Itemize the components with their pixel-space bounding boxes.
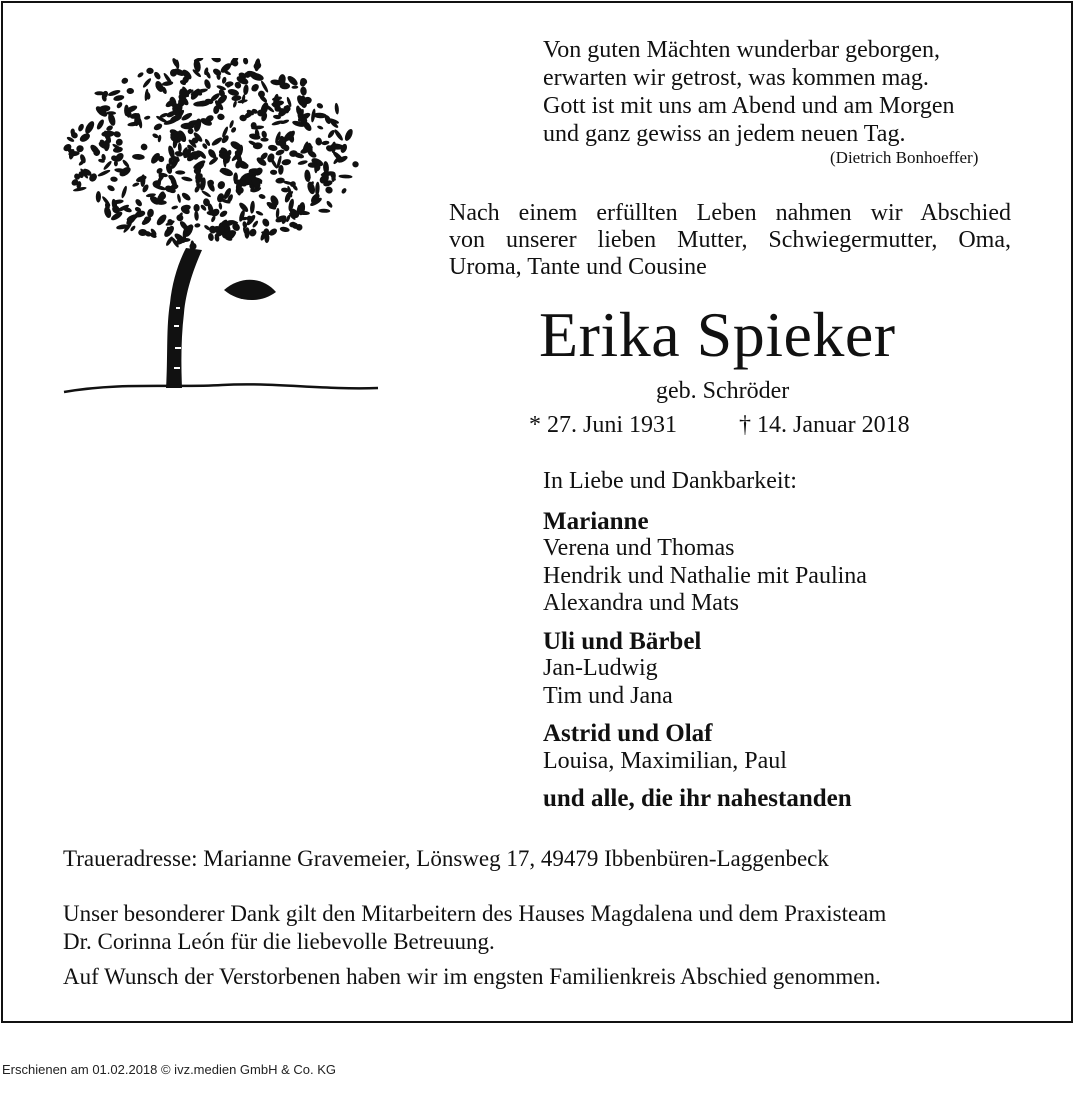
tree-leaf (315, 137, 322, 146)
tree-leaf (137, 71, 145, 78)
tree-leaf (260, 138, 268, 142)
funeral-notice: Auf Wunsch der Verstorbenen haben wir im engsten Familienkreis Abschied genommen. (63, 964, 881, 989)
family-member: Hendrik und Nathalie mit Paulina (543, 562, 867, 589)
tree-leaf (333, 128, 344, 141)
tree-leaf (261, 217, 271, 227)
tree-leaf (142, 77, 152, 88)
tree-leaf (106, 184, 115, 192)
thanks-text (63, 900, 886, 956)
tree-leaf (218, 202, 222, 209)
thanks-line: Unser besonderer Dank gilt den Mitarbeitern des Hauses Magdalena und dem Praxisteam (63, 901, 887, 926)
tree-leaf (279, 226, 290, 233)
tree-leaf (194, 211, 199, 221)
tree-leaf (219, 209, 229, 218)
tree-leaf (243, 84, 249, 95)
tree-leaf (271, 119, 284, 126)
family-closing: und alle, die ihr nahestanden (543, 785, 852, 812)
tree-leaf (216, 180, 226, 191)
tree-leaf (338, 174, 352, 179)
tree-leaf (181, 191, 192, 202)
tree-leaf (270, 170, 277, 175)
tree-leaf (97, 169, 111, 178)
tree-leaf (78, 132, 91, 144)
publication-footer: Erschienen am 01.02.2018 © ivz.medien GmbH & Co. KG (2, 1062, 337, 1077)
tree-leaf (153, 71, 162, 81)
tree-leaf (120, 185, 128, 199)
tree-leaf (132, 154, 145, 161)
death-date: † 14. Januar 2018 (739, 412, 910, 438)
poem (543, 36, 955, 148)
poem-line: Von guten Mächten wunderbar geborgen, (543, 37, 941, 63)
tree-leaf (95, 118, 105, 130)
intro-line: Uroma, Tante und Cousine (449, 254, 707, 280)
tree-leaf (352, 161, 359, 168)
tree-leaf (291, 85, 298, 89)
tree-leaf (201, 190, 212, 199)
falling-leaf (224, 280, 276, 300)
family-member: Tim und Jana (543, 682, 673, 709)
tree-leaf (122, 159, 131, 169)
tree-canopy (62, 58, 359, 251)
tree-leaf (324, 186, 333, 195)
tree-leaf (242, 58, 248, 65)
maiden-name: geb. Schröder (656, 378, 790, 404)
tree-leaf (341, 187, 348, 194)
thanks-line: Dr. Corinna León für die liebevolle Betreuung. (63, 929, 495, 954)
intro-text (449, 200, 1011, 281)
tree-leaf (317, 125, 324, 130)
tree-leaf (232, 100, 237, 108)
family-member: Alexandra und Mats (543, 590, 739, 616)
tree-leaf (112, 146, 123, 153)
tree-leaf (116, 101, 124, 109)
tree-leaf (114, 160, 118, 166)
family-group-head: Uli und Bärbel (543, 627, 702, 655)
ground-line (64, 384, 378, 392)
poem-line: und ganz gewiss an jedem neuen Tag. (543, 121, 906, 147)
tree-leaf (176, 193, 181, 203)
tree-leaf (110, 176, 118, 182)
tree-leaf (139, 142, 148, 151)
mourning-address: Traueradresse: Marianne Gravemeier, Lönsweg 17, 49479 Ibbenbüren-Laggenbeck (63, 846, 829, 871)
tree-leaf (261, 130, 268, 139)
tree-leaf (255, 210, 264, 216)
poem-line: Gott ist mit uns am Abend und am Morgen (543, 93, 955, 119)
tree-leaf (207, 233, 214, 242)
tree-leaf (77, 123, 85, 132)
tree-leaf (194, 223, 201, 228)
tree-leaf (153, 122, 164, 132)
tree-leaf (178, 143, 182, 153)
tree-leaf (103, 206, 112, 219)
tree-leaf (254, 58, 261, 72)
tree-leaf (175, 213, 184, 222)
tree-leaf (275, 177, 285, 184)
intro-line: Nach einem erfüllten Leben nahmen wir Abschied (449, 200, 1011, 226)
family-group-head: Astrid und Olaf (543, 720, 713, 747)
tree-leaf (297, 160, 308, 166)
tree-leaf (96, 191, 101, 203)
family-list (543, 468, 867, 813)
tree-leaf (316, 102, 324, 110)
tree-leaf (113, 130, 122, 138)
tree-leaf (250, 201, 256, 214)
tree-leaf (171, 205, 178, 210)
tree-trunk (166, 248, 202, 388)
family-member: Verena und Thomas (543, 535, 735, 561)
tree-leaf (146, 68, 154, 75)
family-member: Louisa, Maximilian, Paul (543, 747, 787, 774)
tree-leaf (175, 170, 185, 174)
tree-leaf (113, 94, 125, 102)
tree-leaf (132, 182, 140, 188)
family-heading: In Liebe und Dankbarkeit: (543, 468, 797, 494)
tree-leaf (83, 120, 96, 135)
tree-leaf (343, 128, 354, 142)
deceased-name: Erika Spieker (539, 299, 896, 370)
tree-leaf (331, 141, 337, 153)
poem-line: erwarten wir getrost, was kommen mag. (543, 65, 929, 91)
tree-illustration (62, 58, 382, 403)
tree-leaf (181, 123, 195, 130)
tree-leaf (134, 198, 143, 208)
tree-leaf (181, 176, 193, 182)
tree-leaf (126, 88, 134, 94)
tree-leaf (217, 113, 225, 120)
tree-leaf (318, 209, 330, 213)
tree-leaf (252, 85, 258, 92)
tree-leaf (334, 103, 339, 115)
tree-leaf (211, 136, 224, 147)
tree-leaf (281, 158, 291, 166)
poem-attribution: (Dietrich Bonhoeffer) (830, 148, 979, 167)
tree-leaf (101, 130, 115, 137)
tree-leaf (268, 144, 278, 152)
tree-leaf (248, 228, 258, 238)
birth-date: * 27. Juni 1931 (529, 412, 678, 438)
intro-line: von unserer lieben Mutter, Schwiegermutter, Oma, (449, 227, 1011, 253)
tree-leaf (120, 77, 129, 85)
tree-leaf (258, 193, 266, 200)
tree-leaf (193, 204, 199, 212)
tree-leaf (325, 200, 333, 209)
tree-leaf (210, 58, 222, 64)
tree-leaf (203, 78, 212, 90)
family-group-head: Marianne (543, 507, 649, 535)
family-member: Jan-Ludwig (543, 655, 658, 681)
tree-leaf (144, 115, 151, 120)
tree-leaf (300, 86, 307, 96)
tree-leaf (321, 140, 330, 145)
